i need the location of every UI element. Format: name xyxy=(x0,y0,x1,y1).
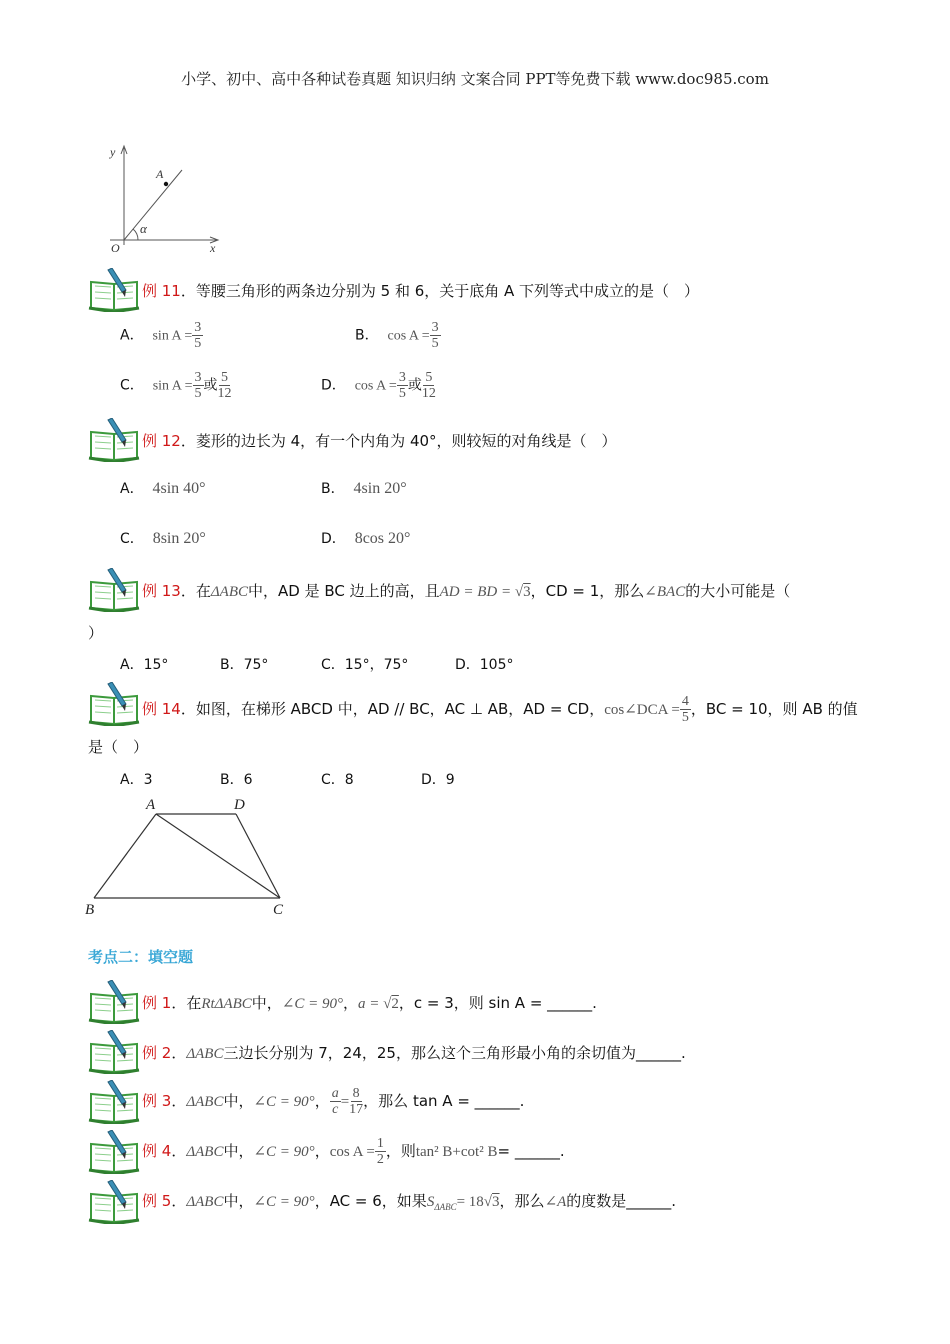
example-12-label: 例 12 xyxy=(142,432,181,450)
book-pencil-icon xyxy=(88,1130,140,1174)
option-11-d[interactable]: D． cos A = $\frac{3}{5}$ 或 $\frac{5}{12}$ xyxy=(321,370,436,401)
section-title: 考点二：填空题 xyxy=(88,948,194,966)
example-14-close: 是（ ） xyxy=(88,738,149,756)
example-14-question: 例 14．如图，在梯形 ABCD 中，AD // BC，AC ⊥ AB，AD = CD，cos∠DCA = $\frac{4}{5}$ ，BC = 10，则 AB 的值 xyxy=(142,694,858,725)
option-12-d[interactable]: D． 8cos 20° xyxy=(321,530,411,547)
fig-o-label: O xyxy=(111,241,120,255)
book-pencil-icon xyxy=(88,1180,140,1224)
fig-x-label: x xyxy=(210,241,216,255)
fig-a-label: A xyxy=(156,167,164,181)
fill-3-question: 例 3．ΔABC中，∠C = 90°， $\frac{a}{c}$ = $\frac{8}{17}$ ，那么 tan A = ______. xyxy=(142,1086,525,1117)
fig-b-vertex: B xyxy=(85,902,95,918)
book-pencil-icon xyxy=(88,1080,140,1124)
example-11-label: 例 11 xyxy=(142,282,181,300)
fig-alpha-label: α xyxy=(140,221,147,236)
option-14-c[interactable]: C．8 xyxy=(321,772,354,788)
option-13-d[interactable]: D．105° xyxy=(455,657,514,673)
book-pencil-icon xyxy=(88,1030,140,1074)
fig-c-vertex: C xyxy=(273,902,284,918)
book-pencil-icon xyxy=(88,980,140,1024)
fill-4-question: 例 4．ΔABC中，∠C = 90°，cos A = $\frac{1}{2}$ ，则tan² B+cot² B= ______. xyxy=(142,1136,565,1167)
example-11-question xyxy=(142,280,699,301)
option-13-c[interactable]: C．15°，75° xyxy=(321,657,409,673)
example-13-question: 例 13．在ΔABC中，AD 是 BC 边上的高，且AD = BD = √3，CD = 1，那么∠BAC的大小可能是（ xyxy=(142,582,791,600)
fig-a-vertex: A xyxy=(146,797,156,813)
fill-5-question: 例 5．ΔABC中，∠C = 90°，AC = 6，如果$S_{\Delta ABC}= 18√3$，那么∠A的度数是______. xyxy=(142,1192,677,1212)
fill-1-question: 例 1．在RtΔABC中，∠C = 90°，a = √2，c = 3，则 sin A = ______. xyxy=(142,994,597,1012)
book-pencil-icon xyxy=(88,568,140,612)
fill-2-question: 例 2．ΔABC三边长分别为 7，24，25，那么这个三角形最小角的余切值为______. xyxy=(142,1044,686,1062)
angle-figure xyxy=(100,140,230,260)
option-11-b[interactable]: B． cos A = $\frac{3}{5}$ xyxy=(355,320,439,351)
option-12-c[interactable]: C． 8sin 20° xyxy=(120,530,206,547)
fig-y-label: y xyxy=(110,145,116,159)
book-pencil-icon xyxy=(88,268,140,312)
book-pencil-icon xyxy=(88,418,140,462)
example-11-text: ．等腰三角形的两条边分别为 5 和 6，关于底角 A 下列等式中成立的是（ ） xyxy=(180,282,700,300)
option-14-a[interactable]: A．3 xyxy=(120,772,153,788)
example-13-close: ） xyxy=(88,624,104,642)
option-13-a[interactable]: A．15° xyxy=(120,657,169,673)
option-13-b[interactable]: B．75° xyxy=(220,657,269,673)
option-14-b[interactable]: B．6 xyxy=(220,772,253,788)
option-12-a[interactable]: A． 4sin 40° xyxy=(120,480,206,497)
book-pencil-icon xyxy=(88,682,140,726)
option-14-d[interactable]: D．9 xyxy=(421,772,455,788)
option-11-c[interactable]: C． sin A = $\frac{3}{5}$ 或 $\frac{5}{12}$ xyxy=(120,370,232,401)
option-12-b[interactable]: B． 4sin 20° xyxy=(321,480,407,497)
fig-d-vertex: D xyxy=(234,797,245,813)
trapezoid-figure xyxy=(82,792,302,922)
option-11-a[interactable]: A． sin A = $\frac{3}{5}$ xyxy=(120,320,202,351)
example-12-question xyxy=(142,430,617,451)
example-12-text: ．菱形的边长为 4，有一个内角为 40°，则较短的对角线是（ ） xyxy=(180,432,617,450)
page-header: 小学、初中、高中各种试卷真题 知识归纳 文案合同 PPT等免费下载 www.doc985.com xyxy=(181,70,769,88)
